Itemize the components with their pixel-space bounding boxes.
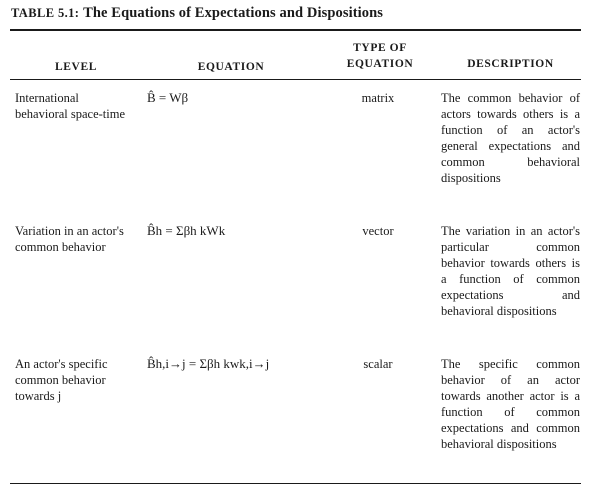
row1-equation: B̂ = Wβ bbox=[147, 90, 189, 105]
row1-description: The common behavior of actors towards others is a function of an actor's general expectations and common behavioral dispositions bbox=[441, 91, 580, 185]
header-equation: EQUATION bbox=[197, 61, 265, 73]
row2-level: Variation in an actor's common behavior bbox=[15, 224, 124, 254]
row3-description: The specific common behavior of an actor towards another actor is a function of common expectations and common behavioral dispositions bbox=[441, 357, 580, 451]
header-type bbox=[330, 40, 430, 72]
row1-type: matrix bbox=[361, 91, 395, 105]
header-description: DESCRIPTION bbox=[467, 58, 554, 70]
row1-level: International behavioral space-time bbox=[15, 91, 126, 121]
top-rule bbox=[10, 29, 581, 31]
header-rule bbox=[10, 79, 581, 80]
row3-level: An actor's specific common behavior towards j bbox=[15, 357, 108, 403]
header-type-line1: TYPE OF bbox=[353, 42, 407, 54]
row2-description: The variation in an actor's particular common behavior towards others is a function of common expectations and behavioral dispositions bbox=[441, 224, 580, 318]
table-label: TABLE 5.1: bbox=[11, 6, 80, 20]
row2-type: vector bbox=[362, 224, 394, 238]
header-type-line2: EQUATION bbox=[346, 58, 414, 70]
row3-equation: B̂h,i→j = Σβh kwk,i→j bbox=[147, 356, 270, 371]
row2-equation: B̂h = Σβh kWk bbox=[147, 223, 226, 238]
table-title: The Equations of Expectations and Dispositions bbox=[83, 5, 384, 21]
table-caption bbox=[11, 5, 383, 22]
row3-type: scalar bbox=[363, 357, 393, 371]
header-level: LEVEL bbox=[55, 61, 97, 73]
bottom-rule bbox=[10, 483, 581, 484]
